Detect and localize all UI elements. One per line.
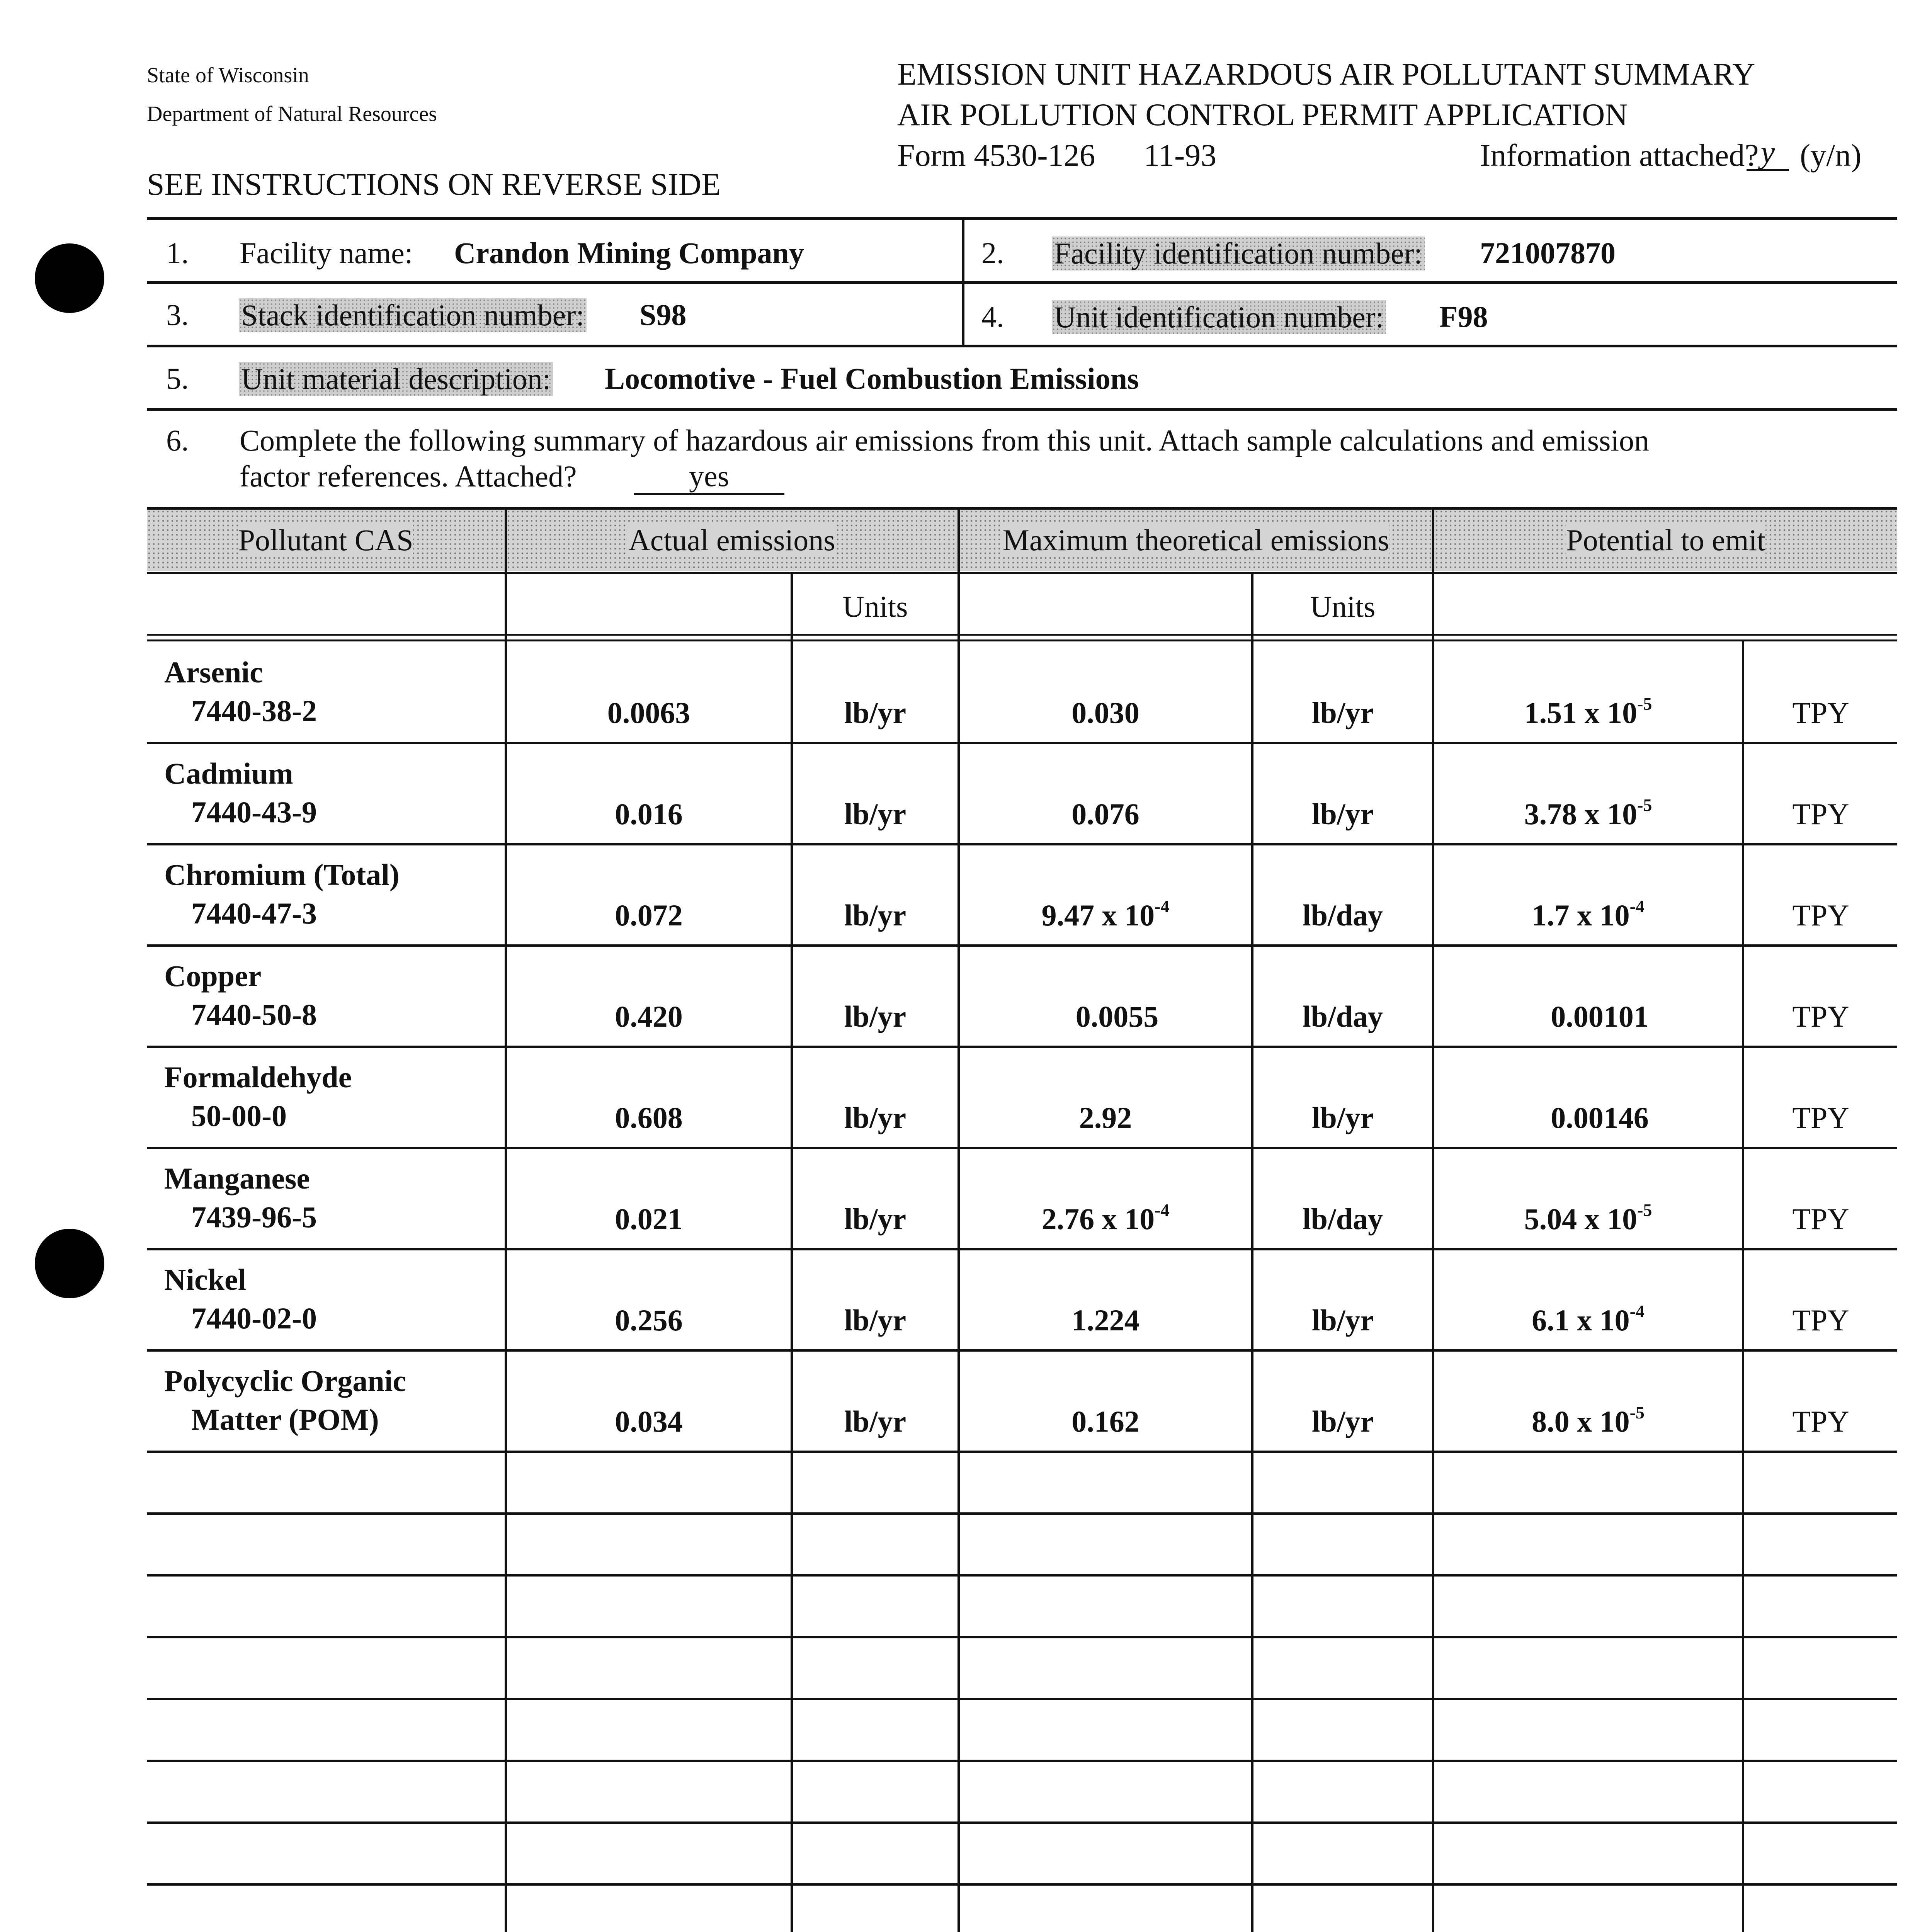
pollutant-cas: 7440-43-9	[191, 795, 317, 829]
pte-value-exponent: -5	[1637, 1200, 1652, 1220]
facility-name-label: Facility name:	[240, 236, 413, 270]
pte-units: TPY	[1792, 1202, 1849, 1236]
max-value-text: 9.47 x 10	[1041, 898, 1155, 932]
actual-units: lb/yr	[844, 1101, 906, 1134]
max-units: lb/day	[1302, 898, 1383, 932]
agency-department: Department of Natural Resources	[147, 102, 437, 126]
header-bottom-border	[147, 572, 1897, 574]
divider	[147, 217, 900, 220]
header-actual-emissions	[506, 509, 957, 571]
header-maximum-emissions	[960, 509, 1432, 571]
facility-id-value[interactable]: 721007870	[1480, 236, 1616, 270]
pte-units: TPY	[1792, 797, 1849, 831]
max-units: lb/yr	[1311, 696, 1374, 730]
max-value-text: 0.162	[1071, 1405, 1139, 1438]
attached-text: yes	[689, 459, 729, 493]
pte-value-text: 1.7 x 10	[1532, 898, 1630, 932]
actual-units: lb/yr	[844, 898, 906, 932]
max-units: lb/yr	[1311, 797, 1374, 831]
pte-value-text: 1.51 x 10	[1524, 696, 1638, 730]
max-units: lb/yr	[1311, 1405, 1374, 1438]
stack-id-value[interactable]: S98	[639, 298, 687, 332]
actual-value: 0.608	[615, 1101, 683, 1134]
pollutant-name: Nickel	[164, 1263, 247, 1296]
max-value	[960, 1202, 1251, 1236]
unit-material-label: Unit material description:	[239, 362, 553, 396]
row-line	[147, 1574, 1897, 1577]
header-pollutant-cas	[147, 509, 505, 571]
pollutant-cas: 7440-02-0	[191, 1301, 317, 1335]
col-divider	[1251, 572, 1253, 1932]
pollutant-name: Chromium (Total)	[164, 858, 400, 891]
row-line	[147, 1512, 1897, 1515]
pte-value-exponent: -4	[1629, 896, 1645, 916]
pollutant-cas: Matter (POM)	[191, 1403, 379, 1436]
header-maximum-text: Maximum theoretical emissions	[1002, 523, 1389, 557]
pte-value	[1434, 999, 1742, 1034]
actual-units: lb/yr	[844, 696, 906, 730]
max-units: lb/yr	[1311, 1101, 1374, 1134]
row-line	[147, 1883, 1897, 1886]
max-units: lb/day	[1302, 1202, 1383, 1236]
divider	[962, 217, 964, 347]
row-line	[147, 843, 1897, 845]
row-line	[147, 742, 1897, 744]
actual-value: 0.0063	[607, 696, 690, 730]
row-line	[147, 1698, 1897, 1700]
field-4-number: 4.	[981, 300, 1004, 333]
max-value	[960, 1404, 1251, 1439]
max-units: lb/yr	[1311, 1303, 1374, 1337]
pte-value-exponent: -5	[1637, 694, 1652, 714]
pte-value-text: 0.00146	[1551, 1101, 1649, 1134]
pte-units: TPY	[1792, 1303, 1849, 1337]
pte-value-text: 3.78 x 10	[1524, 797, 1638, 831]
actual-value: 0.034	[615, 1405, 683, 1438]
pte-units: TPY	[1792, 898, 1849, 932]
form-number: Form 4530-126	[897, 138, 1095, 173]
pte-value-text: 6.1 x 10	[1532, 1303, 1630, 1337]
row-line	[147, 1248, 1897, 1250]
pollutant-name: Cadmium	[164, 757, 293, 790]
unit-id-label: Unit identification number:	[1052, 300, 1386, 334]
header-actual-units: Units	[842, 590, 908, 623]
row-line	[147, 1760, 1897, 1762]
max-value	[960, 999, 1251, 1034]
row-line	[147, 944, 1897, 947]
max-value-text: 2.76 x 10	[1041, 1202, 1155, 1236]
divider	[147, 345, 1897, 347]
divider	[897, 217, 1897, 220]
col-divider	[791, 572, 793, 1932]
agency-state: State of Wisconsin	[147, 63, 309, 87]
form-title-line1: EMISSION UNIT HAZARDOUS AIR POLLUTANT SUMMARY	[897, 56, 1755, 92]
header-actual-text: Actual emissions	[628, 523, 835, 557]
info-attached-options: (y/n)	[1800, 138, 1862, 173]
actual-value: 0.016	[615, 797, 683, 831]
info-attached-text: y	[1760, 134, 1775, 170]
pte-value	[1434, 696, 1742, 730]
row-line	[147, 1636, 1897, 1638]
punch-hole-top	[35, 243, 104, 313]
form-date: 11-93	[1144, 138, 1217, 173]
pte-value	[1434, 898, 1742, 933]
actual-value: 0.072	[615, 898, 683, 932]
pollutant-name: Formaldehyde	[164, 1060, 352, 1094]
pte-value	[1434, 1303, 1742, 1338]
max-value	[960, 1303, 1251, 1338]
max-units: lb/day	[1302, 1000, 1383, 1033]
pte-value-text: 0.00101	[1551, 1000, 1649, 1033]
row-line	[147, 1147, 1897, 1149]
max-value-text: 2.92	[1079, 1101, 1132, 1134]
info-attached-value[interactable]	[1747, 135, 1789, 171]
field-3-number: 3.	[166, 298, 189, 332]
form-title-line2: AIR POLLUTION CONTROL PERMIT APPLICATION	[897, 97, 1628, 132]
max-value-text: 0.030	[1071, 696, 1139, 730]
field-1-number: 1.	[166, 236, 189, 270]
attached-value[interactable]	[634, 459, 784, 495]
instructions-line2: factor references. Attached?	[240, 459, 577, 493]
header-potential-to-emit	[1434, 509, 1897, 571]
divider	[147, 281, 1897, 284]
units-bottom-border-2	[147, 639, 1897, 641]
pte-value	[1434, 1202, 1742, 1236]
actual-units: lb/yr	[844, 797, 906, 831]
actual-units: lb/yr	[844, 1202, 906, 1236]
punch-hole-middle	[35, 1229, 104, 1298]
header-maximum-units: Units	[1310, 590, 1376, 623]
actual-units: lb/yr	[844, 1000, 906, 1033]
pte-value-text: 5.04 x 10	[1524, 1202, 1638, 1236]
facility-name-value[interactable]: Crandon Mining Company	[454, 236, 804, 270]
pte-value-text: 8.0 x 10	[1532, 1405, 1630, 1438]
unit-material-value[interactable]: Locomotive - Fuel Combustion Emissions	[605, 362, 1139, 395]
pte-value	[1434, 797, 1742, 832]
max-value	[960, 797, 1251, 832]
pollutant-name: Manganese	[164, 1162, 310, 1195]
info-attached-label: Information attached?	[1480, 138, 1759, 173]
pte-value-exponent: -5	[1637, 795, 1652, 815]
pte-value	[1434, 1100, 1742, 1135]
pollutant-cas: 7440-38-2	[191, 694, 317, 728]
max-value	[960, 696, 1251, 730]
max-value-text: 1.224	[1071, 1303, 1139, 1337]
pollutant-cas: 7440-50-8	[191, 998, 317, 1031]
row-line	[147, 1349, 1897, 1352]
table-top-border	[147, 507, 1897, 510]
pollutant-cas: 7440-47-3	[191, 896, 317, 930]
actual-units: lb/yr	[844, 1303, 906, 1337]
pollutant-name: Polycyclic Organic	[164, 1364, 406, 1398]
max-value	[960, 898, 1251, 933]
divider	[147, 408, 1897, 411]
max-value	[960, 1100, 1251, 1135]
pte-value-exponent: -4	[1629, 1301, 1645, 1321]
instructions-line1: Complete the following summary of hazardous air emissions from this unit. Attach sample calculations and emission	[240, 423, 1649, 457]
field-6-number: 6.	[166, 423, 189, 457]
pollutant-name: Copper	[164, 959, 262, 993]
units-bottom-border-1	[147, 634, 1897, 636]
row-line	[147, 1451, 1897, 1453]
pte-value-exponent: -5	[1629, 1403, 1645, 1422]
actual-units: lb/yr	[844, 1405, 906, 1438]
pte-units: TPY	[1792, 1101, 1849, 1134]
pte-units: TPY	[1792, 1405, 1849, 1438]
pollutant-name: Arsenic	[164, 655, 263, 689]
unit-id-value[interactable]: F98	[1439, 300, 1488, 333]
pollutant-cas: 7439-96-5	[191, 1200, 317, 1234]
pte-units: TPY	[1792, 696, 1849, 730]
field-2-number: 2.	[981, 236, 1004, 270]
pollutant-cas: 50-00-0	[191, 1099, 287, 1133]
pte-value	[1434, 1404, 1742, 1439]
actual-value: 0.256	[615, 1303, 683, 1337]
actual-value: 0.420	[615, 1000, 683, 1033]
row-line	[147, 1821, 1897, 1824]
col-divider	[1742, 639, 1744, 1932]
header-pollutant-cas-text: Pollutant CAS	[238, 523, 413, 557]
field-5-number: 5.	[166, 362, 189, 395]
row-line	[147, 1046, 1897, 1048]
actual-value: 0.021	[615, 1202, 683, 1236]
max-value-text: 0.0055	[1075, 1000, 1159, 1033]
max-value-text: 0.076	[1071, 797, 1139, 831]
see-instructions: SEE INSTRUCTIONS ON REVERSE SIDE	[147, 167, 721, 202]
pte-units: TPY	[1792, 1000, 1849, 1033]
facility-id-label: Facility identification number:	[1052, 236, 1425, 270]
stack-id-label: Stack identification number:	[239, 298, 587, 332]
header-potential-text: Potential to emit	[1566, 523, 1765, 557]
max-value-exponent: -4	[1155, 1200, 1170, 1220]
max-value-exponent: -4	[1155, 896, 1170, 916]
